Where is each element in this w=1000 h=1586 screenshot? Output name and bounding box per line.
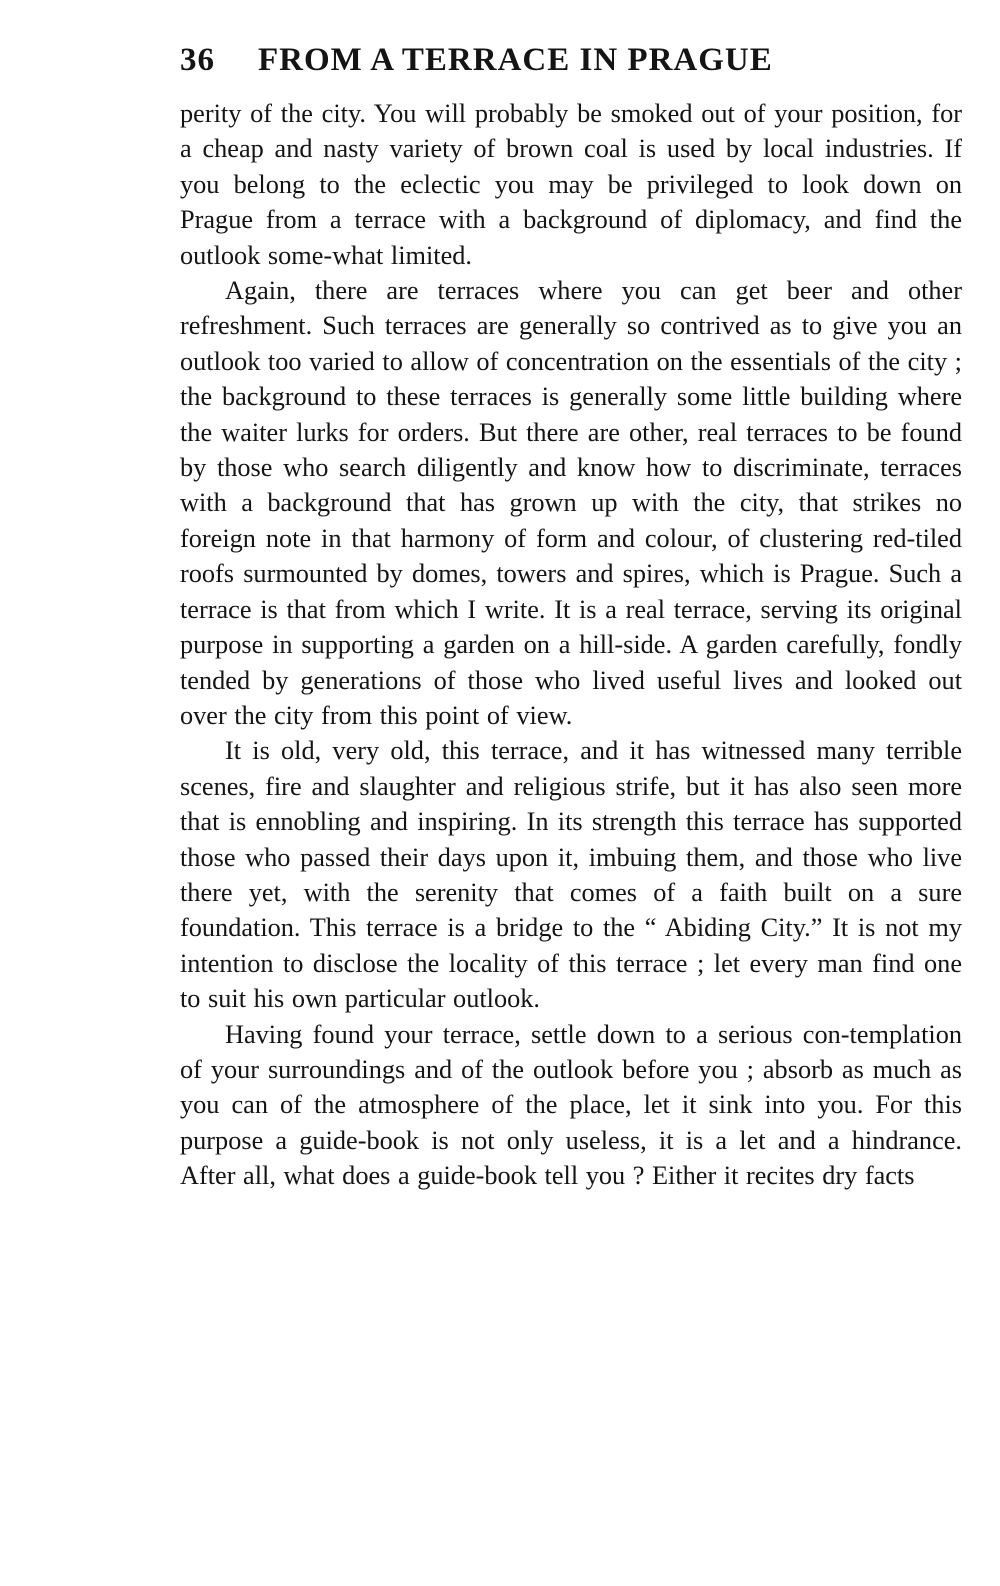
body-text [180, 96, 962, 1194]
paragraph-old-terrace: It is old, very old, this terrace, and it has witnessed many terrible scenes, fire and slaughter and religious strife, but it has also seen more that is ennobling and inspiring. In its strength this terrace has supported those who passed their days upon it, imbuing them, and those who live there yet, with the serenity that comes of a faith built on a sure foundation. This terrace is a bridge to the “ Abiding City.” It is not my intention to disclose the locality of this terrace ; let every man find one to suit his own particular outlook. [180, 736, 962, 1014]
running-title: FROM A TERRACE IN PRAGUE [258, 42, 773, 78]
paragraph-terraces: Again, there are terraces where you can get beer and other refreshment. Such terraces are generally so contrived as to give you an outlook too varied to allow of concentration on the essentials of the city ; the background to these terraces is generally some little building where the waiter lurks for orders. But there are other, real terraces to be found by those who search diligently and know how to discriminate, terraces with a background that has grown up with the city, that strikes no foreign note in that harmony of form and colour, of clustering red-tiled roofs surmounted by domes, towers and spires, which is Prague. Such a terrace is that from which I write. It is a real terrace, serving its original purpose in supporting a garden on a hill-side. A garden carefully, fondly tended by generations of those who lived useful lives and looked out over the city from this point of view. [180, 276, 962, 730]
paragraph-contemplation: Having found your terrace, settle down to a serious con-templation of your surroundings and of the outlook before you ; absorb as much as you can of the atmosphere of the place, let it sink into you. For this purpose a guide-book is not only useless, it is a let and a hindrance. After all, what does a guide-book tell you ? Either it recites dry facts [180, 1019, 962, 1191]
paragraph-continued: perity of the city. You will probably be smoked out of your position, for a cheap and nasty variety of brown coal is used by local industries. If you belong to the eclectic you may be privileged to look down on Prague from a terrace with a background of diplomacy, and find the outlook some-what limited. [180, 99, 962, 270]
running-header [180, 38, 962, 82]
page-number: 36 [180, 42, 215, 78]
